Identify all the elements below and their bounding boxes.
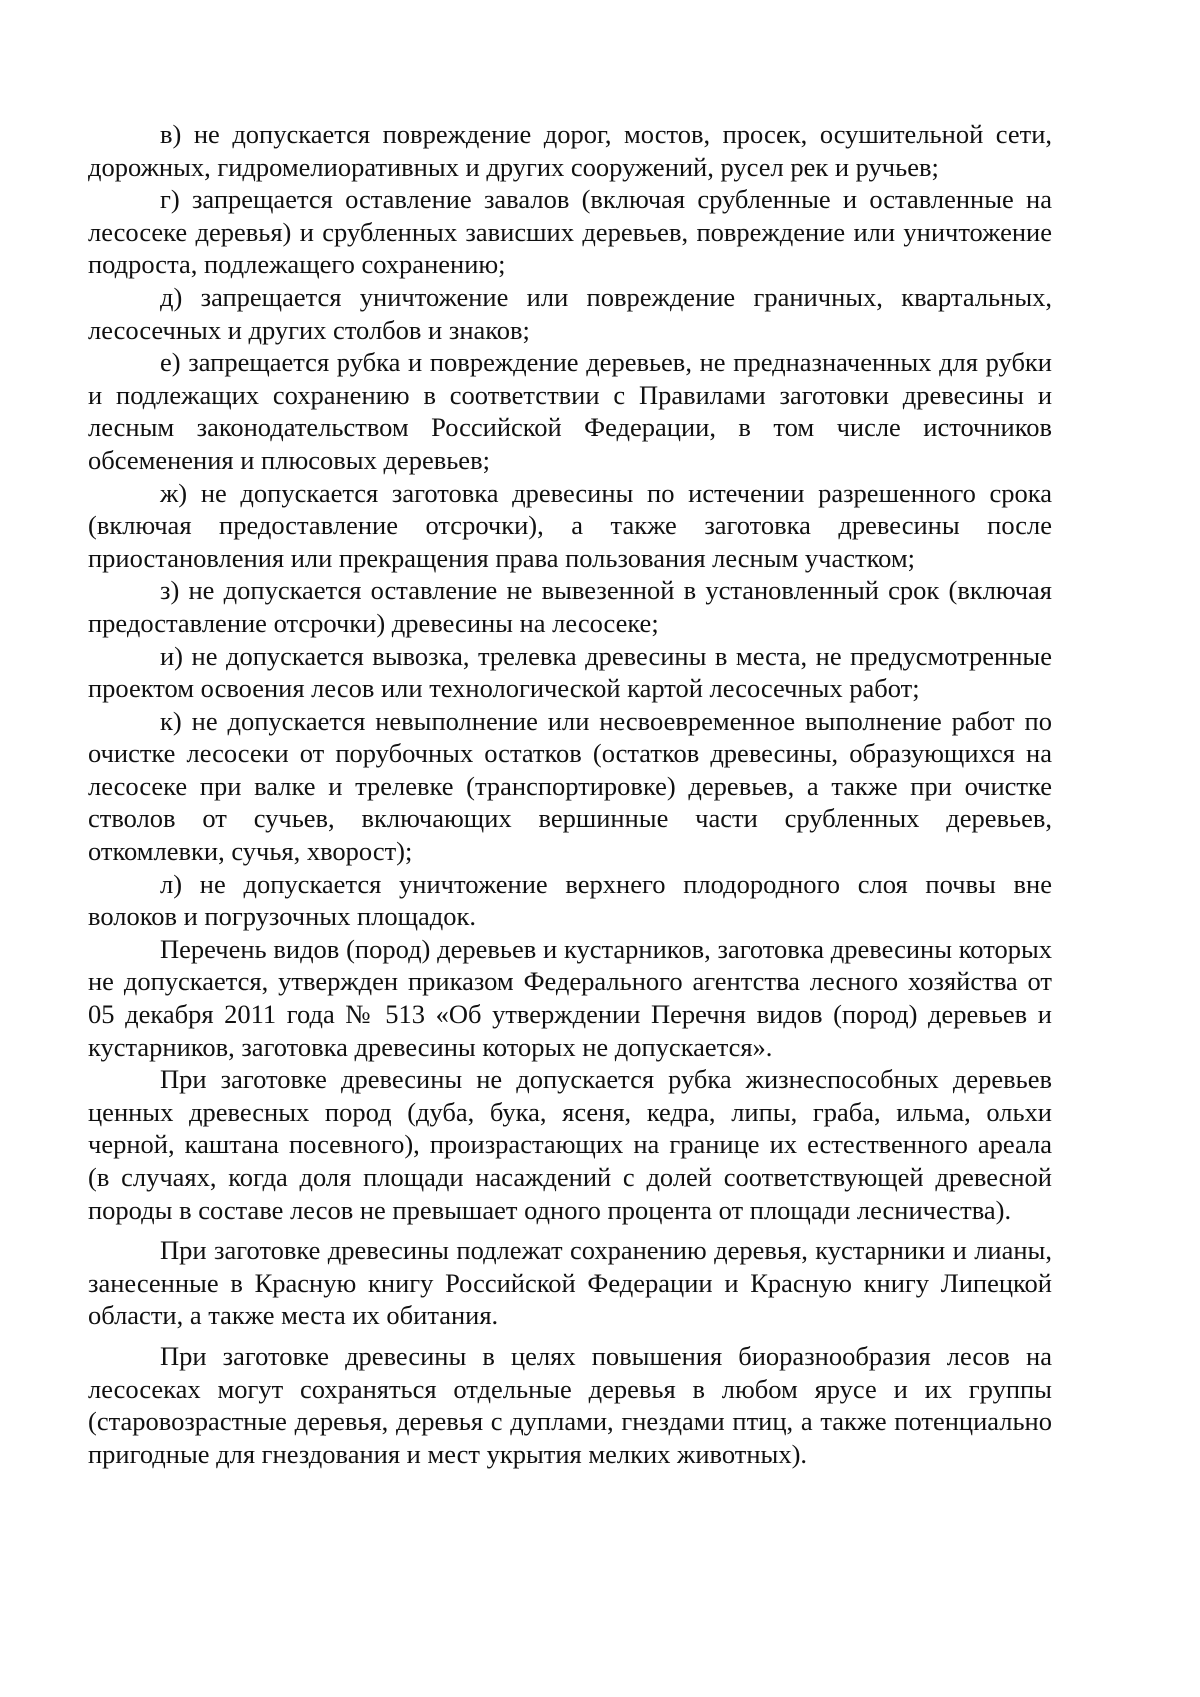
document-page [88, 118, 1052, 1470]
paragraph-item-l: л) не допускается уничтожение верхнего плодородного слоя почвы вне волоков и погрузочных площадок. [88, 868, 1052, 932]
paragraph-item-e: е) запрещается рубка и повреждение деревьев, не предназначенных для рубки и подлежащих сохранению в соответствии с Правилами заготовки древесины и лесным законодательством Российской Федерации, в том числе источников обсеменения и плюсовых деревьев; [88, 347, 1052, 475]
paragraph-valuable-species: При заготовке древесины не допускается рубка жизнеспособных деревьев ценных древесных пород (дуба, бука, ясеня, кедра, липы, граба, ильма, ольхи черной, каштана посевного), произрастающих на границе их естественного ареала (в случаях, когда доля площади насаждений с долей соответствующей древесной породы в составе лесов не превышает одного процента от площади лесничества). [88, 1064, 1052, 1225]
paragraph-item-g: г) запрещается оставление завалов (включая срубленные и оставленные на лесосеке деревья) и срубленных зависших деревьев, повреждение или уничтожение подроста, подлежащего сохранению; [88, 184, 1052, 280]
paragraph-item-v: в) не допускается повреждение дорог, мостов, просек, осушительной сети, дорожных, гидромелиоративных и других сооружений, русел рек и ручьев; [88, 119, 1052, 182]
paragraph-item-k: к) не допускается невыполнение или несвоевременное выполнение работ по очистке лесосеки от порубочных остатков (остатков древесины, образующихся на лесосеке при валке и трелевке (транспортировке) деревьев, а также при очистке стволов от сучьев, включающих вершинные части срубленных деревьев, откомлевки, сучья, хворост); [88, 705, 1052, 867]
paragraph-species-list: Перечень видов (пород) деревьев и кустарников, заготовка древесины которых не допускается, утвержден приказом Федерального агентства лесного хозяйства от 05 декабря 2011 года № 513 «Об утверждении Перечня видов (пород) деревьев и кустарников, заготовка древесины которых не допускается». [88, 933, 1052, 1062]
paragraph-biodiversity: При заготовке древесины в целях повышения биоразнообразия лесов на лесосеках могут сохраняться отдельные деревья в любом ярусе и их группы (старовозрастные деревья, деревья с дуплами, гнездами птиц, а также потенциально пригодные для гнездования и мест укрытия мелких животных). [88, 1340, 1052, 1469]
paragraph-item-z: з) не допускается оставление не вывезенной в установленный срок (включая предоставление отсрочки) древесины на лесосеке; [88, 575, 1052, 638]
paragraph-item-d: д) запрещается уничтожение или повреждение граничных, квартальных, лесосечных и других столбов и знаков; [88, 281, 1052, 345]
paragraph-item-i: и) не допускается вывозка, трелевка древесины в места, не предусмотренные проектом освоения лесов или технологической картой лесосечных работ; [88, 640, 1052, 704]
paragraph-item-zh: ж) не допускается заготовка древесины по истечении разрешенного срока (включая предоставление отсрочки), а также заготовка древесины после приостановления или прекращения права пользования лесным участком; [88, 477, 1052, 573]
paragraph-red-book: При заготовке древесины подлежат сохранению деревья, кустарники и лианы, занесенные в Красную книгу Российской Федерации и Красную книгу Липецкой области, а также места их обитания. [88, 1235, 1052, 1331]
